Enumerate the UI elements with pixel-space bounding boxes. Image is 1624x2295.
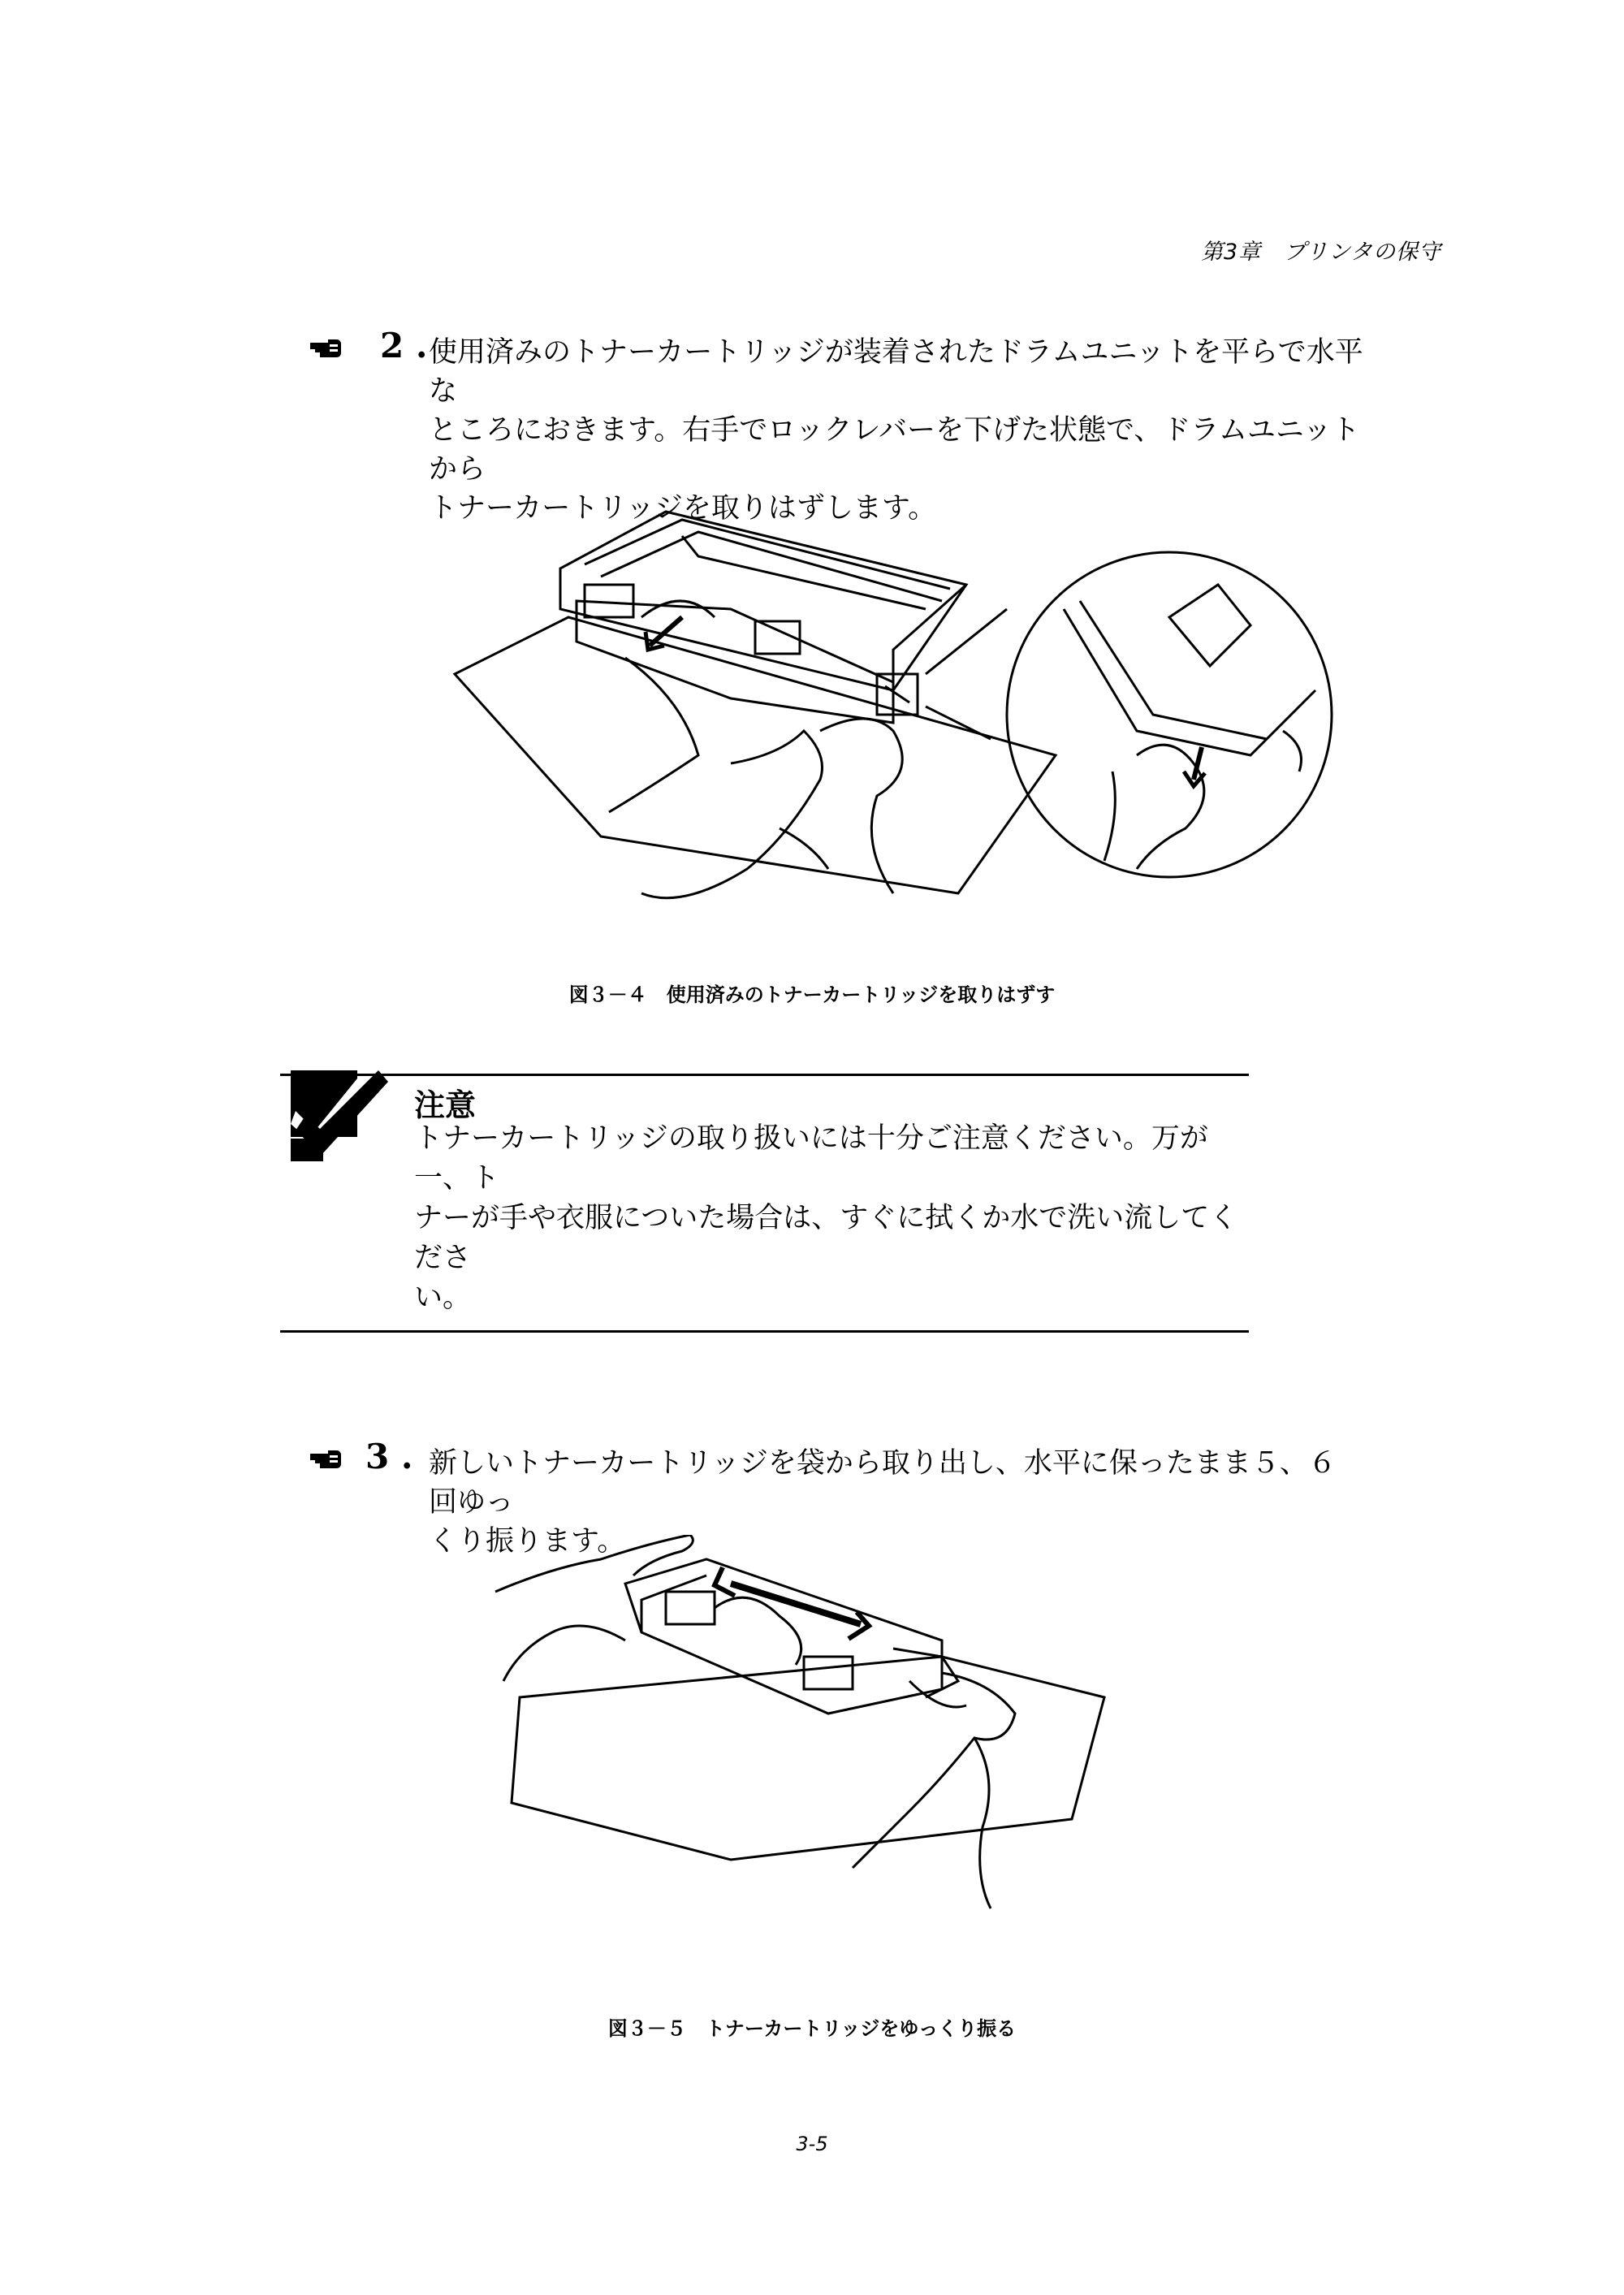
figure-caption: 図３－５ トナーカートリッジをゆっくり振る [607,2017,1017,2040]
figure-shake-toner-cartridge [487,1535,1121,1925]
step-line: 新しいトナーカートリッジを袋から取り出し、水平に保ったまま５、６回ゆっ [429,1447,1337,1519]
figure-remove-toner-cartridge [438,487,1348,942]
step-line: トナーカートリッジを取りはずします。 [429,492,937,525]
step-line: くり振ります。 [429,1525,626,1558]
note-line: い。 [414,1281,472,1314]
note-rule-top [280,1074,1249,1076]
note-title: 注意 [414,1087,477,1123]
step-line: ところにおきます。右手でロックレバーを下げた状態で、ドラムユニットから [429,414,1360,486]
checkmark-icon [291,1070,388,1161]
figure-caption: 図３－４ 使用済みのトナーカートリッジを取りはずす [568,983,1056,1006]
note-line: ナーが手や衣服についた場合は、すぐに拭くか水で洗い流してくださ [414,1202,1238,1274]
chapter-header: 第3章 プリンタの保守 [1200,240,1441,265]
step-number: 2 . [380,326,428,365]
step-line: 使用済みのトナーカートリッジが装着されたドラムユニットを平らで水平な [429,336,1363,408]
pointing-hand-icon [309,338,343,359]
step-number: 3 . [365,1437,413,1476]
note-rule-bottom [280,1330,1249,1333]
note-body [414,1119,1250,1318]
note-line: トナーカートリッジの取り扱いには十分ご注意ください。万が一、ト [414,1122,1208,1195]
pointing-hand-icon [309,1449,343,1470]
page-number: 3-5 [796,2133,828,2155]
